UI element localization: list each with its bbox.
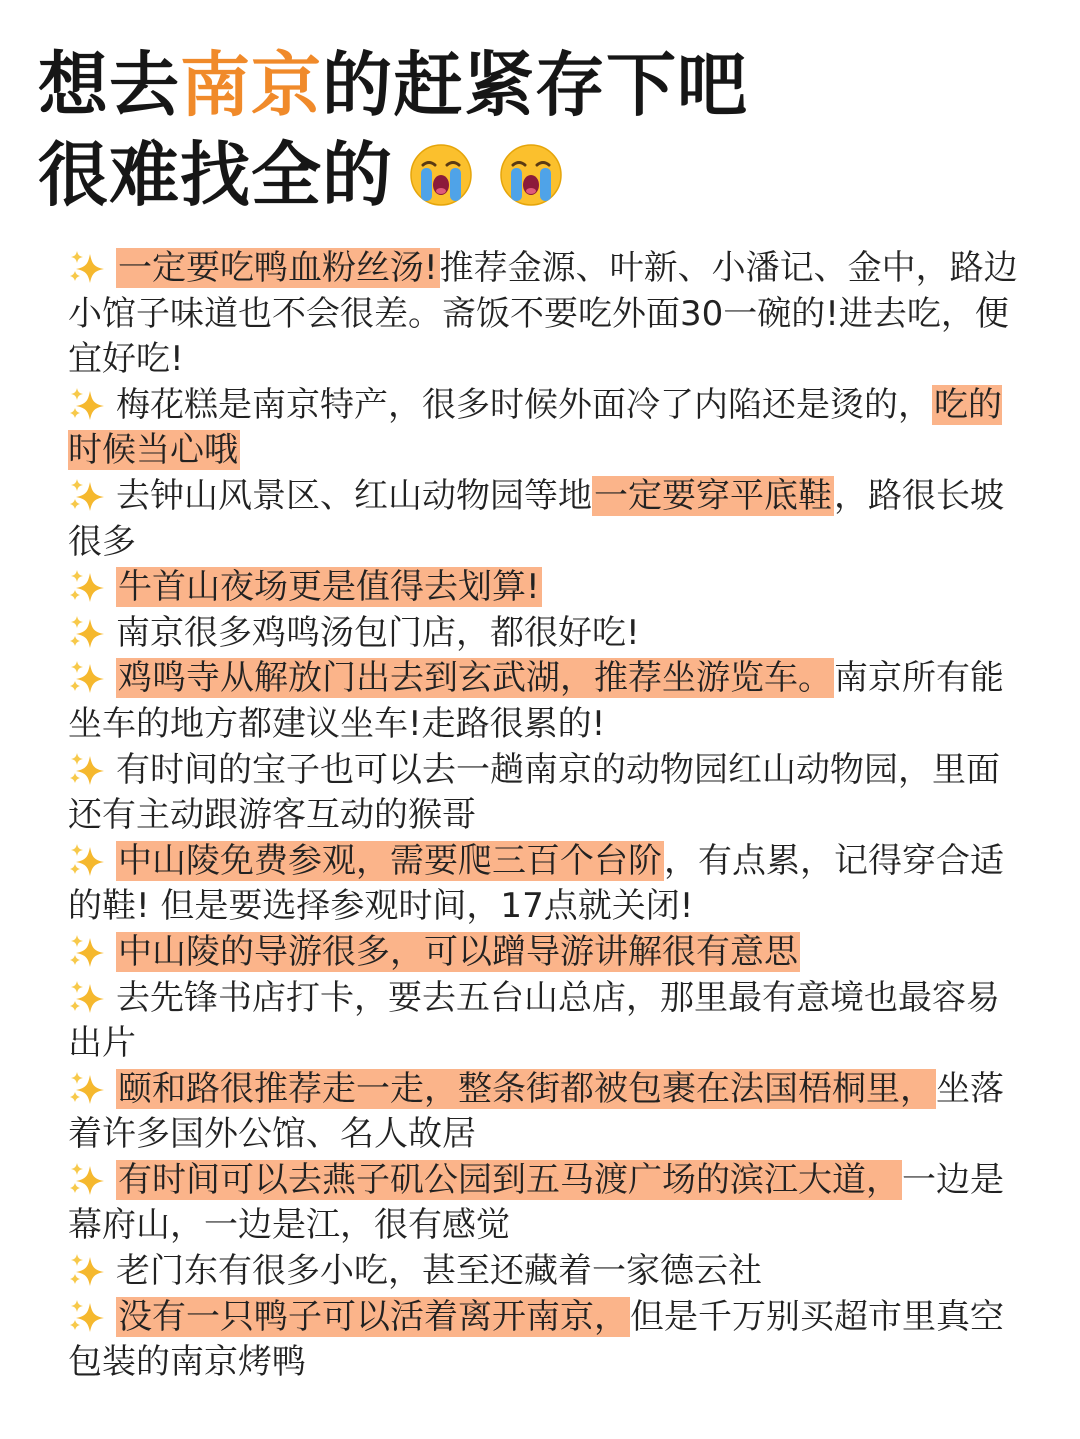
tip-text: 南京所有能坐车的地方都建议坐车!走路很累的! — [68, 658, 1004, 744]
tip-text: ，路很长坡很多 — [68, 475, 1004, 562]
tip-text: 一边是幕府山，一边是江，很有感觉 — [68, 1159, 1004, 1246]
loudly-crying-face-icon — [409, 143, 473, 207]
title-text: 想去 — [38, 44, 180, 126]
tip-text: 推荐金源、叶新、小潘记、金中，路边小馆子味道也不会很差。斋饭不要吃外面30一碗的!进去吃，便宜好吃! — [68, 248, 1018, 380]
highlighted-text: 颐和路很推荐走一走，整条街都被包裹在法国梧桐里， — [118, 1068, 934, 1109]
tip-item — [68, 656, 1018, 747]
highlighted-text: 吃的时候当心哦 — [68, 384, 1002, 471]
sparkles-icon — [68, 934, 108, 968]
title-accent-text: 南京 — [180, 44, 322, 126]
highlighted-text: 一定要穿平底鞋 — [594, 475, 832, 516]
tip-text: 梅花糕是南京特产，很多时候外面冷了内陷还是烫的， — [116, 384, 932, 425]
tip-item — [68, 383, 1018, 474]
page-title — [38, 40, 748, 220]
sparkles-icon — [68, 752, 108, 786]
tip-text: ，有点累，记得穿合适的鞋! 但是要选择参观时间，17点就关闭! — [68, 840, 1004, 927]
sparkles-icon — [68, 615, 108, 649]
loudly-crying-face-icon — [499, 143, 563, 207]
title-line-2 — [38, 130, 748, 220]
sparkles-icon — [68, 250, 108, 284]
sparkles-icon — [68, 478, 108, 512]
tip-text: 坐落着许多国外公馆、名人故居 — [68, 1068, 1004, 1155]
tip-text: 有时间的宝子也可以去一趟南京的动物园红山动物园，里面还有主动跟游客互动的猴哥 — [68, 749, 1000, 836]
highlighted-text: 牛首山夜场更是值得去划算! — [118, 567, 540, 608]
title-line-1 — [38, 40, 748, 130]
tip-item — [68, 1158, 1018, 1249]
tip-text: 去先锋书店打卡，要去五台山总店，那里最有意境也最容易出片 — [68, 977, 1000, 1064]
sparkles-icon — [68, 980, 108, 1014]
highlighted-text: 中山陵的导游很多，可以蹭导游讲解很有意思 — [118, 931, 798, 972]
sparkles-icon — [68, 1253, 108, 1287]
tip-item — [68, 565, 1018, 611]
sparkles-icon — [68, 387, 108, 421]
tip-item — [68, 839, 1018, 930]
tip-text: 老门东有很多小吃，甚至还藏着一家德云社 — [116, 1251, 762, 1292]
tip-text: 去钟山风景区、红山动物园等地 — [116, 475, 592, 516]
tip-item — [68, 1295, 1018, 1386]
sparkles-icon — [68, 843, 108, 877]
highlighted-text: 有时间可以去燕子矶公园到五马渡广场的滨江大道， — [118, 1159, 900, 1200]
tip-item — [68, 611, 1018, 657]
highlighted-text: 鸡鸣寺从解放门出去到玄武湖，推荐坐游览车。 — [118, 658, 832, 699]
tips-list — [68, 246, 1018, 1386]
tip-text: 但是千万别买超市里真空包装的南京烤鸭 — [68, 1296, 1004, 1383]
tip-item — [68, 474, 1018, 565]
title-text: 很难找全的 — [38, 134, 393, 216]
title-text: 的赶紧存下吧 — [322, 44, 748, 126]
sparkles-icon — [68, 660, 108, 694]
sparkles-icon — [68, 1071, 108, 1105]
highlighted-text: 一定要吃鸭血粉丝汤! — [118, 248, 438, 288]
sparkles-icon — [68, 569, 108, 603]
tip-text: 南京很多鸡鸣汤包门店，都很好吃! — [116, 612, 640, 653]
tip-item — [68, 930, 1018, 976]
tip-item — [68, 1249, 1018, 1295]
sparkles-icon — [68, 1299, 108, 1333]
tip-item — [68, 976, 1018, 1067]
highlighted-text: 中山陵免费参观，需要爬三百个台阶 — [118, 840, 662, 881]
highlighted-text: 没有一只鸭子可以活着离开南京， — [118, 1296, 628, 1337]
tip-item — [68, 246, 1018, 383]
tip-item — [68, 748, 1018, 839]
sparkles-icon — [68, 1162, 108, 1196]
tip-item — [68, 1067, 1018, 1158]
